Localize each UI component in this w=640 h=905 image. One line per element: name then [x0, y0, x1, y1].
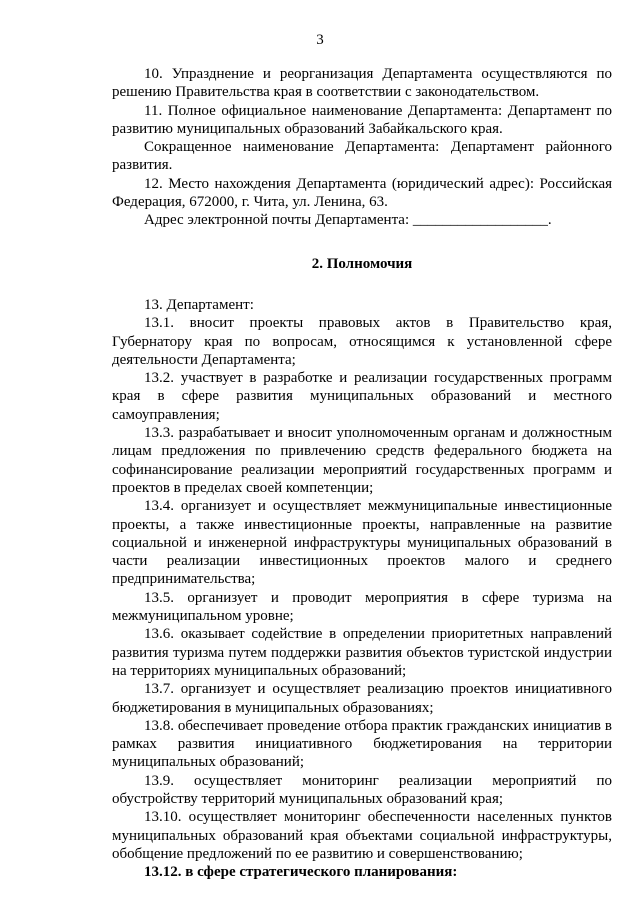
- section-heading: 2. Полномочия: [311, 255, 413, 272]
- item-13-2: 13.2. участвует в разработке и реализации государственных программ края в сфере развития муниципальных образований и местного самоуправления;: [112, 370, 612, 423]
- item-13-5: 13.5. организует и проводит мероприятия в сфере туризма на межмуниципальном уровне;: [112, 589, 612, 625]
- item-13-4: 13.4. организует и осуществляет межмуниципальные инвестиционные проекты, а также инвестиционные проекты, направленные на развитие социальной и инженерной инфраструктуры муниципальных образований в части реализации инвестиционных проектов малого и среднего предпринимательства;: [112, 498, 612, 588]
- item-13-12: 13.12. в сфере стратегического планирования:: [144, 864, 458, 881]
- item-13-3: 13.3. разрабатывает и вносит уполномоченным органам и должностным лицам предложения по привлечению средств федерального бюджета на софинансирование реализации мероприятий государственных программ и проектов в пределах своей компетенции;: [112, 425, 612, 496]
- paragraph-12: 12. Место нахождения Департамента (юридический адрес): Российская Федерация, 672000, г. Чита, ул. Ленина, 63.: [112, 175, 612, 211]
- item-13-7: 13.7. организует и осуществляет реализацию проектов инициативного бюджетирования в муниципальных образованиях;: [112, 681, 612, 716]
- item-13-9: 13.9. осуществляет мониторинг реализации мероприятий по обустройству территорий муниципальных образований края;: [112, 772, 612, 807]
- item-13: 13. Департамент:: [144, 296, 254, 313]
- document-body: [112, 65, 612, 881]
- paragraph-11-short-name: Сокращенное наименование Департамента: Департамент районного развития.: [112, 139, 612, 174]
- item-13-10: 13.10. осуществляет мониторинг обеспеченности населенных пунктов муниципальных образований края объектами социальной инфраструктуры, обобщение предложений по ее развитию и совершенствованию;: [112, 809, 612, 862]
- item-13-8: 13.8. обеспечивает проведение отбора практик гражданских инициатив в рамках развития инициативного бюджетирования на территории муниципальных образований;: [112, 717, 612, 771]
- item-13-6: 13.6. оказывает содействие в определении приоритетных направлений развития туризма путем поддержки развития объектов туристской индустрии на территориях муниципальных образований;: [112, 626, 612, 679]
- page-number: 3: [316, 32, 324, 48]
- paragraph-12-email: Адрес электронной почты Департамента: __________________.: [144, 212, 552, 229]
- paragraph-10: 10. Упразднение и реорганизация Департамента осуществляются по решению Правительства края в соответствии с законодательством.: [112, 66, 612, 101]
- paragraph-11: 11. Полное официальное наименование Департамента: Департамент по развитию муниципальных образований Забайкальского края.: [112, 102, 612, 137]
- item-13-1: 13.1. вносит проекты правовых актов в Правительство края, Губернатору края по вопросам, относящимся к установленной сфере деятельности Департамента;: [112, 315, 612, 368]
